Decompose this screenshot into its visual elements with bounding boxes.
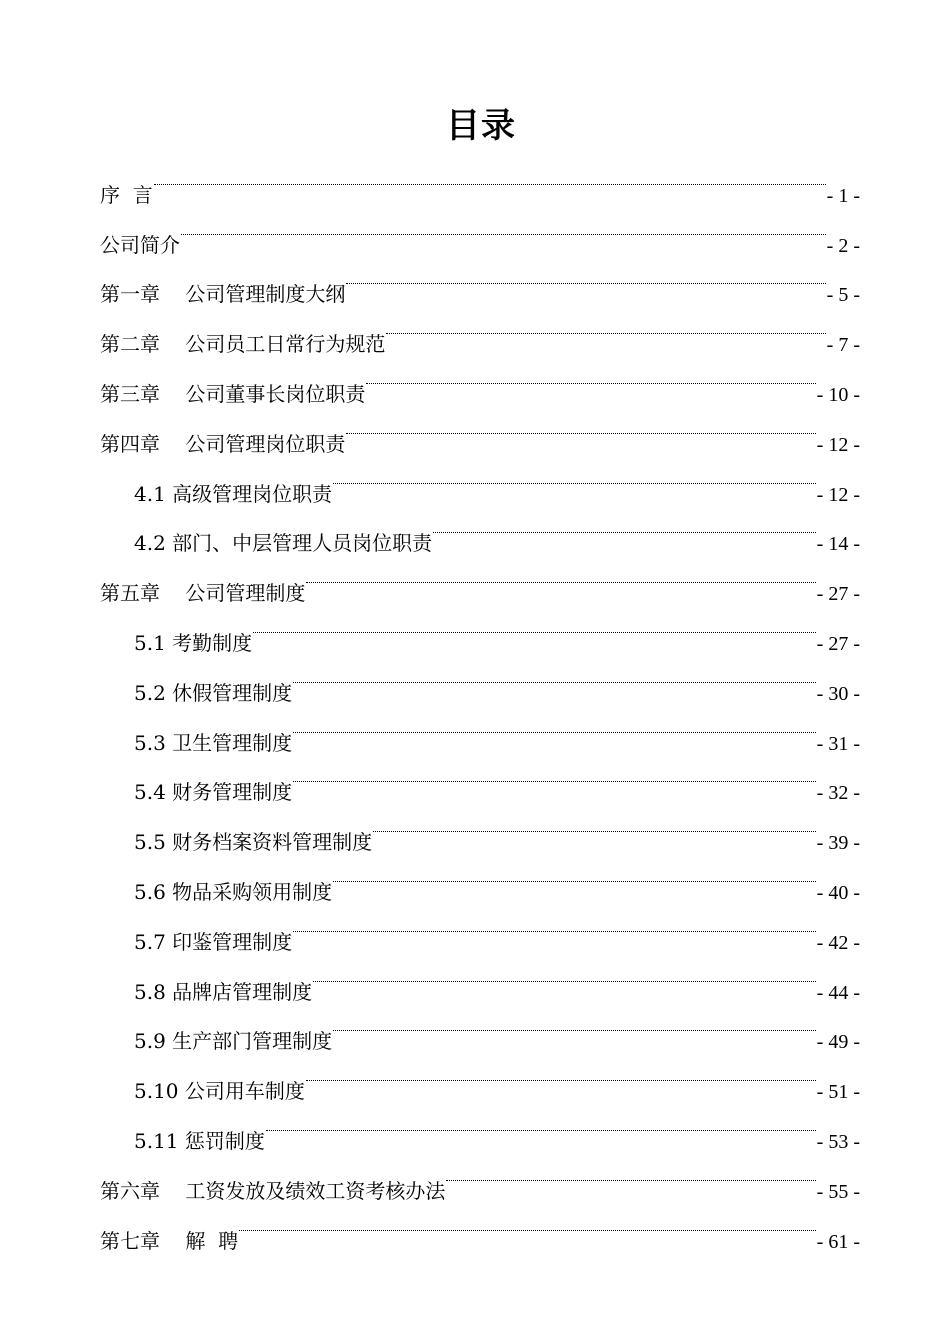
toc-entry-label: 5.7 印鉴管理制度 [134,929,293,954]
toc-entry[interactable] [100,252,860,307]
toc-entry-page-number: - 44 - [816,981,860,1004]
toc-entry-page-number: - 53 - [816,1130,860,1153]
toc-entry-page-number: - 32 - [816,782,860,805]
toc-entry-page-number: - 27 - [816,632,860,655]
toc-entry-page-number: - 31 - [816,732,860,755]
toc-dot-leader [293,899,816,949]
toc-entry-label: 第一章 公司管理制度大纲 [100,282,346,307]
toc-dot-leader [446,1148,815,1198]
toc-dot-leader [181,202,826,252]
toc-dot-leader [313,949,816,999]
toc-list [100,152,860,1253]
toc-dot-leader [386,301,825,351]
toc-dot-leader [346,252,825,302]
toc-dot-leader [154,152,826,202]
toc-entry-label: 第三章 公司董事长岗位职责 [100,381,366,406]
toc-entry[interactable] [100,152,860,207]
toc-entry-label: 5.1 考勤制度 [134,630,253,655]
toc-entry-page-number: - 61 - [816,1230,860,1253]
toc-dot-leader [293,750,816,800]
toc-entry-page-number: - 12 - [816,483,860,506]
toc-entry-label: 5.8 品牌店管理制度 [134,979,313,1004]
toc-entry-label: 第四章 公司管理岗位职责 [100,431,346,456]
toc-entry-page-number: - 5 - [826,284,860,307]
toc-entry-page-number: - 30 - [816,682,860,705]
toc-dot-leader [333,451,816,501]
toc-entry-label: 第七章 解 聘 [100,1228,239,1253]
toc-entry-page-number: - 7 - [826,334,860,357]
toc-dot-leader [433,501,816,551]
toc-entry-label: 5.4 财务管理制度 [134,780,293,805]
toc-dot-leader [346,401,815,451]
toc-title: 目录 [446,106,516,146]
toc-entry-page-number: - 42 - [816,931,860,954]
toc-entry-page-number: - 12 - [816,433,860,456]
toc-dot-leader [306,550,815,600]
toc-entry-label: 第五章 公司管理制度 [100,581,306,606]
toc-entry-label: 5.5 财务档案资料管理制度 [134,830,373,855]
toc-entry-page-number: - 40 - [816,881,860,904]
toc-entry-label: 第六章 工资发放及绩效工资考核办法 [100,1178,446,1203]
toc-entry-page-number: - 2 - [826,234,860,257]
toc-entry-label: 公司简介 [100,232,180,257]
toc-dot-leader [253,600,816,650]
toc-entry-label: 5.2 休假管理制度 [134,680,293,705]
toc-dot-leader [333,999,816,1049]
toc-dot-leader [366,351,815,401]
toc-dot-leader [266,1098,816,1148]
toc-entry-page-number: - 49 - [816,1031,860,1054]
toc-entry-label: 第二章 公司员工日常行为规范 [100,332,386,357]
toc-dot-leader [333,849,816,899]
toc-entry-label: 5.6 物品采购领用制度 [134,879,333,904]
toc-entry-page-number: - 10 - [816,383,860,406]
toc-entry-label: 4.1 高级管理岗位职责 [134,481,333,506]
toc-dot-leader [293,700,816,750]
toc-entry-label: 5.9 生产部门管理制度 [134,1029,333,1054]
toc-dot-leader [293,650,816,700]
toc-entry-page-number: - 39 - [816,832,860,855]
toc-dot-leader [373,799,816,849]
toc-dot-leader [306,1048,816,1098]
toc-entry-label: 4.2 部门、中层管理人员岗位职责 [134,531,433,556]
toc-entry-page-number: - 1 - [826,184,860,207]
toc-entry-page-number: - 27 - [816,583,860,606]
toc-dot-leader [239,1198,816,1248]
toc-entry[interactable] [100,202,860,257]
toc-entry-label: 5.3 卫生管理制度 [134,730,293,755]
toc-entry-page-number: - 51 - [816,1081,860,1104]
toc-entry-label: 序 言 [100,182,153,207]
toc-entry-label: 5.10 公司用车制度 [134,1079,305,1104]
toc-entry-label: 5.11 惩罚制度 [134,1128,265,1153]
toc-entry-page-number: - 55 - [816,1180,860,1203]
toc-entry-page-number: - 14 - [816,533,860,556]
